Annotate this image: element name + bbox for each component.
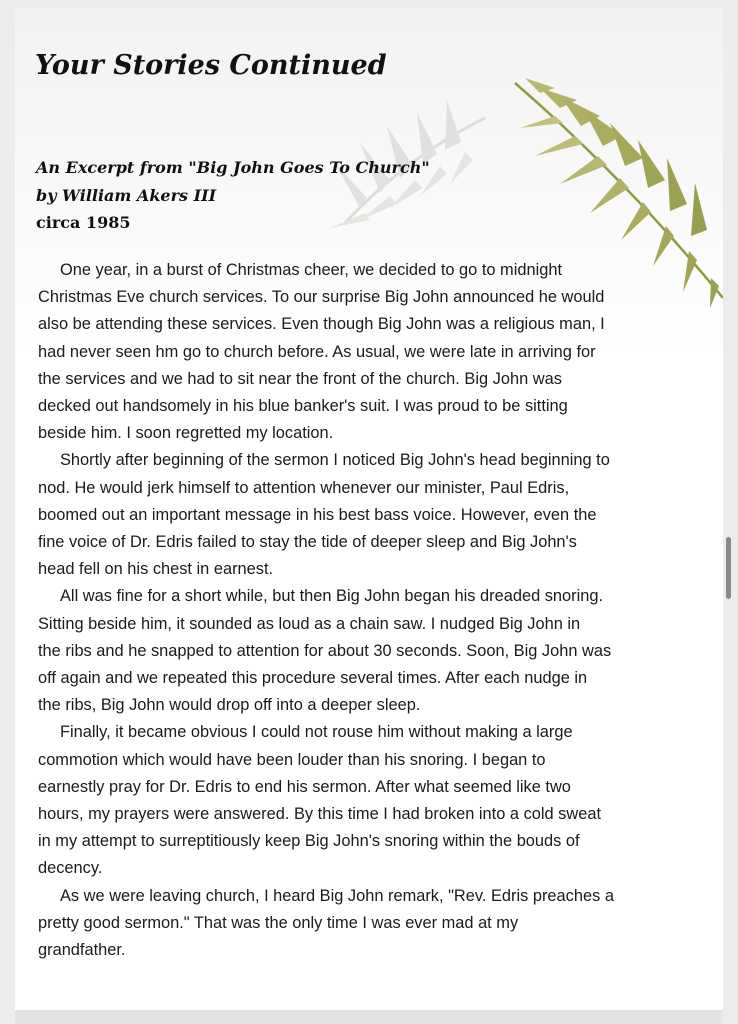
- excerpt-header: [36, 154, 430, 237]
- story-line: As we were leaving church, I heard Big John remark, "Rev. Edris preaches a: [60, 886, 614, 905]
- story-line: earnestly pray for Dr. Edris to end his sermon. After what seemed like two: [38, 777, 571, 796]
- story-line: nod. He would jerk himself to attention whenever our minister, Paul Edris,: [38, 478, 570, 497]
- story-line: Christmas Eve church services. To our surprise Big John announced he would: [38, 288, 605, 307]
- story-line: head fell on his chest in earnest.: [38, 560, 274, 579]
- story-line: Sitting beside him, it sounded as loud as a chain saw. I nudged Big John in: [38, 614, 581, 633]
- story-line: pretty good sermon." That was the only time I was ever mad at my: [38, 913, 519, 932]
- story-line: in my attempt to surreptitiously keep Big John's snoring within the bouds of: [38, 832, 580, 851]
- story-line: hours, my prayers were answered. By this time I had broken into a cold sweat: [38, 805, 602, 824]
- story-line: the ribs, Big John would drop off into a deeper sleep.: [38, 696, 421, 715]
- story-line: Shortly after beginning of the sermon I noticed Big John's head beginning to: [60, 451, 610, 470]
- story-line: also be attending these services. Even though Big John was a religious man, I: [38, 315, 605, 334]
- excerpt-author: by William Akers III: [36, 185, 217, 205]
- story-line: decked out handsomely in his blue banker's suit. I was proud to be sitting: [38, 397, 568, 416]
- story-line: grandfather.: [38, 941, 126, 960]
- story-line: the ribs and he snapped to attention for about 30 seconds. Soon, Big John was: [38, 641, 612, 660]
- story-line: Finally, it became obvious I could not rouse him without making a large: [60, 723, 573, 742]
- story-line: One year, in a burst of Christmas cheer, we decided to go to midnight: [60, 261, 563, 279]
- story-line: beside him. I soon regretted my location.: [38, 424, 334, 443]
- excerpt-date: circa 1985: [36, 213, 131, 232]
- excerpt-title: An Excerpt from "Big John Goes To Church": [36, 158, 430, 177]
- story-line: boomed out an important message in his best bass voice. However, even the: [38, 505, 597, 524]
- story-body: [38, 257, 698, 964]
- story-line: All was fine for a short while, but then Big John began his dreaded snoring.: [60, 587, 604, 606]
- story-line: fine voice of Dr. Edris failed to stay the tide of deeper sleep and Big John's: [38, 533, 577, 552]
- story-page: [15, 8, 723, 1010]
- page-bottom-edge: [15, 1010, 723, 1024]
- story-line: the services and we had to sit near the front of the church. Big John was: [38, 369, 562, 388]
- scrollbar-thumb[interactable]: [726, 537, 731, 599]
- story-line: decency.: [38, 859, 103, 878]
- story-line: off again and we repeated this procedure several times. After each nudge in: [38, 669, 588, 688]
- page-title: Your Stories Continued: [35, 50, 387, 81]
- story-line: commotion which would have been louder than his snoring. I began to: [38, 750, 546, 769]
- story-line: had never seen hm go to church before. As usual, we were late in arriving for: [38, 342, 596, 361]
